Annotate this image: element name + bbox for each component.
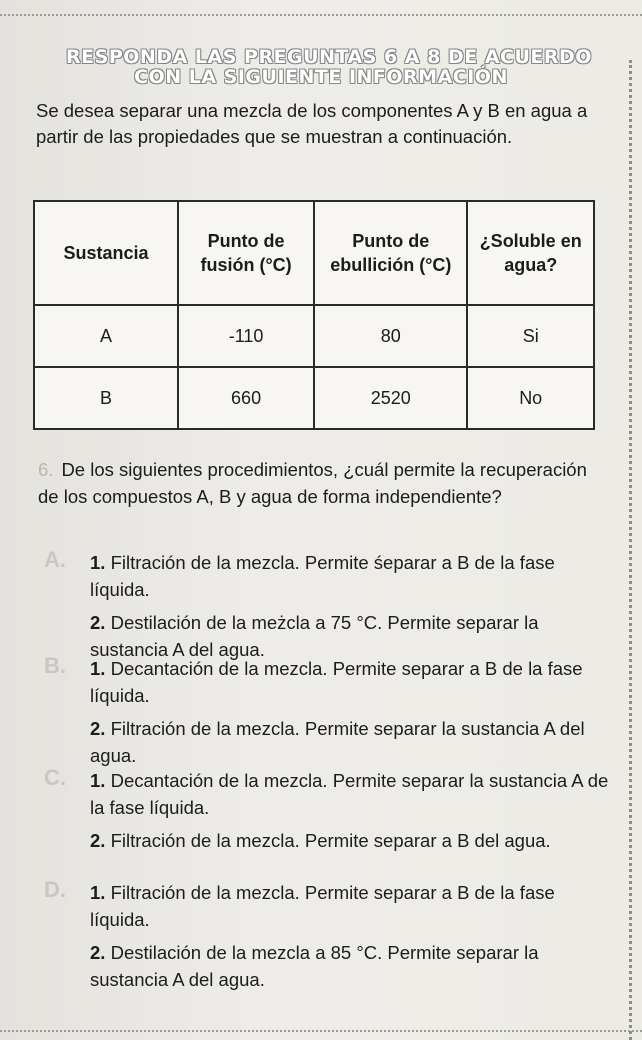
step-text: Filtración de la mezcla. Permite śeparar a B de la fase líquida. <box>90 552 555 600</box>
table-cell: No <box>467 367 594 429</box>
option-step <box>40 549 610 603</box>
step-number: 1. <box>90 770 106 791</box>
option-d[interactable] <box>40 879 610 993</box>
table-row <box>34 367 594 429</box>
step-text: Filtración de la mezcla. Permite separar a B del agua. <box>110 830 551 851</box>
step-text: Decantación de la mezcla. Permite separar a B de la fase líquida. <box>90 658 583 706</box>
step-number: 1. <box>90 882 106 903</box>
option-a[interactable] <box>40 549 610 663</box>
option-step <box>40 715 610 769</box>
option-letter: A. <box>44 547 66 572</box>
option-letter: B. <box>44 653 66 678</box>
question-6 <box>38 456 603 510</box>
table-row <box>34 305 594 367</box>
header-punto-fusion: Punto de fusión (°C) <box>178 201 314 305</box>
step-text: Decantación de la mezcla. Permite separar la sustancia A de la fase líquida. <box>90 770 609 818</box>
header-soluble: ¿Soluble en agua? <box>467 201 594 305</box>
step-number: 2. <box>90 942 106 963</box>
step-text: Filtración de la mezcla. Permite separar a B de la fase líquida. <box>90 882 555 930</box>
step-number: 1. <box>90 658 106 679</box>
header-sustancia: Sustancia <box>34 201 178 305</box>
table-cell: 660 <box>178 367 314 429</box>
option-b[interactable] <box>40 655 610 769</box>
question-number: 6. <box>38 459 54 480</box>
table-cell: Si <box>467 305 594 367</box>
step-number: 1. <box>90 552 106 573</box>
properties-table <box>33 200 595 430</box>
option-letter: D. <box>44 877 66 902</box>
option-step <box>40 939 610 993</box>
step-number: 2. <box>90 830 106 851</box>
bottom-dotted-border <box>0 1030 642 1032</box>
option-letter: C. <box>44 765 66 790</box>
question-text: De los siguientes procedimientos, ¿cuál permite la recuperación de los compuestos A, B y agua de forma independiente? <box>38 459 587 507</box>
table-cell: A <box>34 305 178 367</box>
option-c[interactable] <box>40 767 610 854</box>
option-step <box>40 655 610 709</box>
right-dotted-border <box>629 60 632 1040</box>
step-number: 2. <box>90 612 106 633</box>
step-text: Filtración de la mezcla. Permite separar la sustancia A del agua. <box>90 718 585 766</box>
section-heading-line2: CON LA SIGUIENTE INFORMACIÓN <box>134 66 508 88</box>
table-header-row <box>34 201 594 305</box>
intro-paragraph: Se desea separar una mezcla de los componentes A y B en agua a partir de las propiedades que se muestran a continuación. <box>36 100 588 147</box>
option-step <box>40 879 610 933</box>
header-punto-ebullicion: Punto de ebullición (°C) <box>314 201 467 305</box>
table-cell: 80 <box>314 305 467 367</box>
table-cell: -110 <box>178 305 314 367</box>
option-step <box>40 767 610 821</box>
top-dotted-border <box>0 14 642 16</box>
table-cell: 2520 <box>314 367 467 429</box>
table-cell: B <box>34 367 178 429</box>
step-text: Destilación de la meżcla a 75 °C. Permite separar la sustancia A del agua. <box>90 612 539 660</box>
step-text: Destilación de la mezcla a 85 °C. Permite separar la sustancia A del agua. <box>90 942 539 990</box>
section-heading-line1: RESPONDA LAS PREGUNTAS 6 A 8 DE ACUERDO <box>66 46 592 68</box>
step-number: 2. <box>90 718 106 739</box>
option-step <box>40 827 610 854</box>
